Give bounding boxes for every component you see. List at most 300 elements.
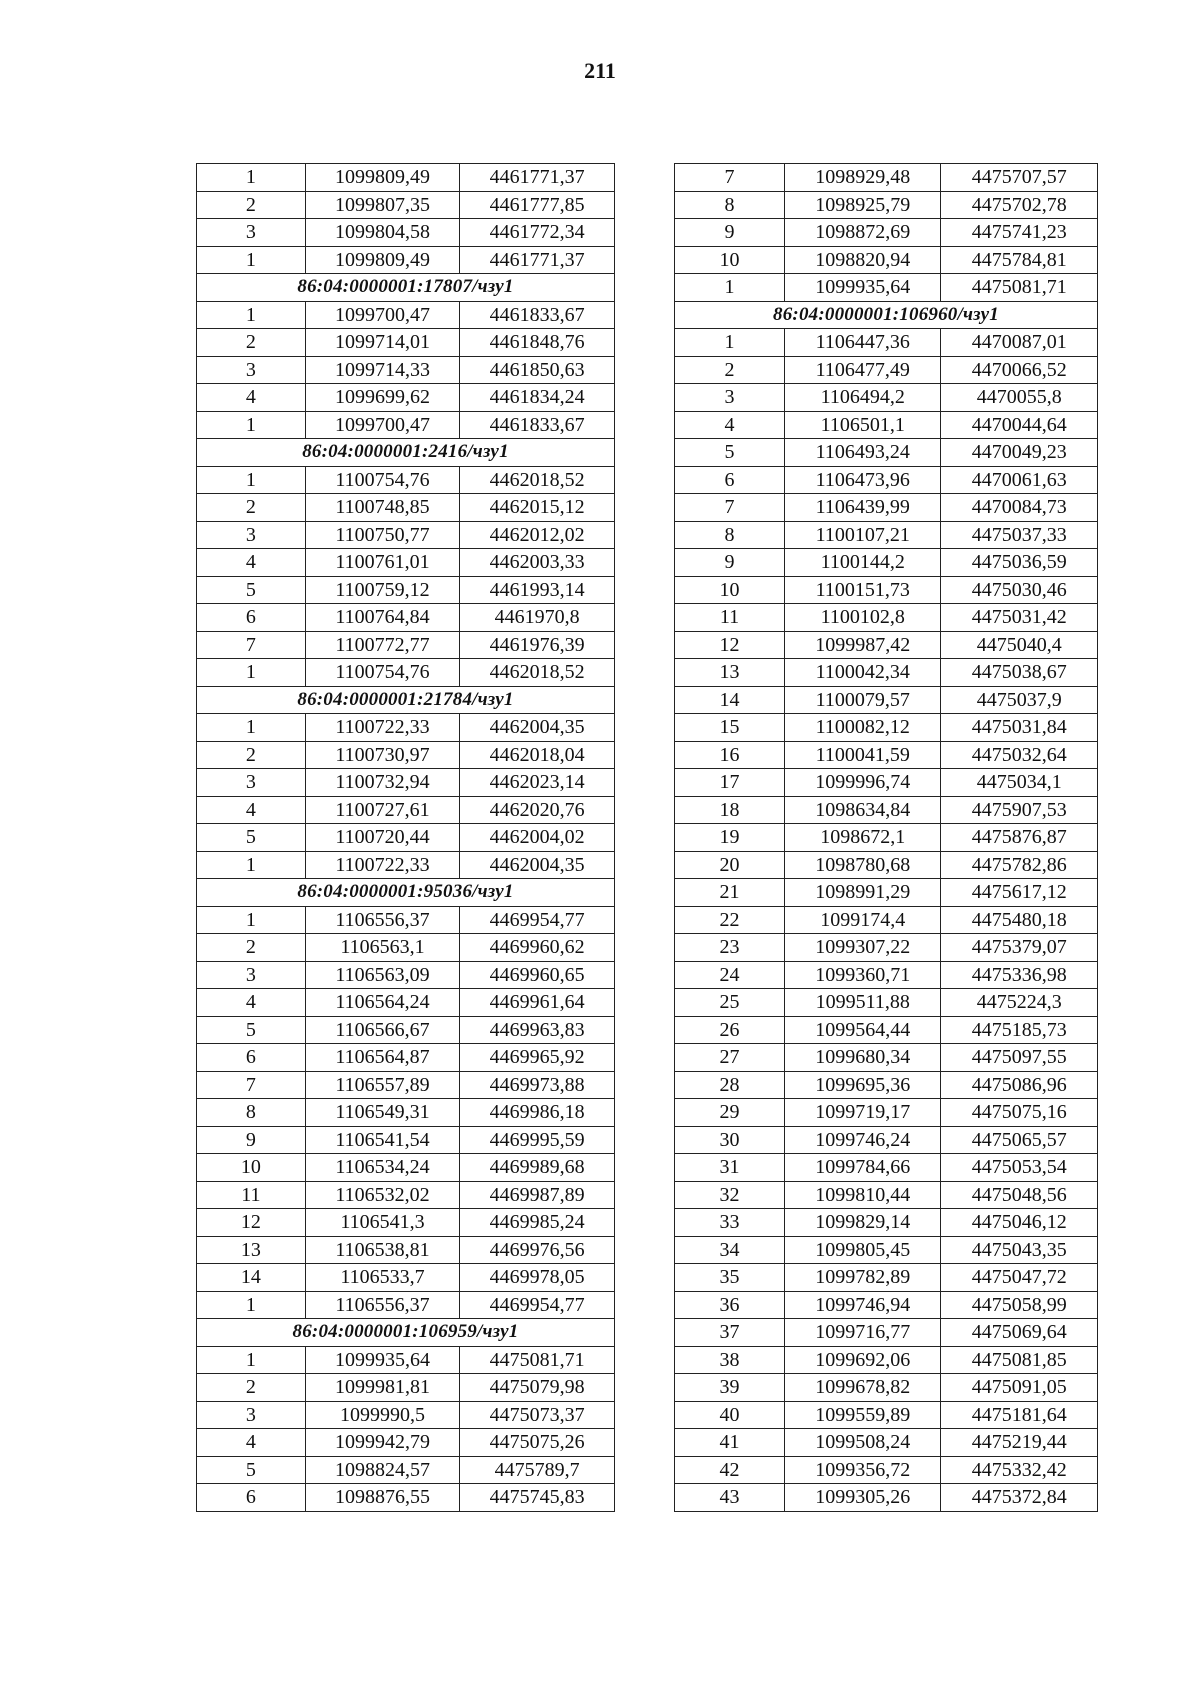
- point-number-cell: 26: [675, 1016, 785, 1044]
- x-coordinate-cell: 1100042,34: [784, 659, 941, 687]
- y-coordinate-cell: 4475038,67: [941, 659, 1098, 687]
- y-coordinate-cell: 4462018,52: [460, 659, 615, 687]
- table-row: [197, 1016, 615, 1044]
- point-number-cell: 40: [675, 1401, 785, 1429]
- y-coordinate-cell: 4461848,76: [460, 329, 615, 357]
- point-number-cell: 6: [197, 604, 306, 632]
- table-row: [675, 329, 1098, 357]
- point-number-cell: 33: [675, 1209, 785, 1237]
- coordinates-table-right: [674, 163, 1098, 1512]
- y-coordinate-cell: 4475745,83: [460, 1484, 615, 1512]
- y-coordinate-cell: 4462004,35: [460, 851, 615, 879]
- point-number-cell: 3: [197, 356, 306, 384]
- point-number-cell: 8: [197, 1099, 306, 1127]
- y-coordinate-cell: 4475224,3: [941, 989, 1098, 1017]
- x-coordinate-cell: 1100102,8: [784, 604, 941, 632]
- y-coordinate-cell: 4475075,16: [941, 1099, 1098, 1127]
- point-number-cell: 14: [675, 686, 785, 714]
- x-coordinate-cell: 1100750,77: [305, 521, 460, 549]
- y-coordinate-cell: 4469961,64: [460, 989, 615, 1017]
- y-coordinate-cell: 4461833,67: [460, 411, 615, 439]
- table-row: [675, 851, 1098, 879]
- table-row: [197, 521, 615, 549]
- point-number-cell: 2: [197, 191, 306, 219]
- table-row: [197, 1154, 615, 1182]
- x-coordinate-cell: 1099804,58: [305, 219, 460, 247]
- table-row: [675, 164, 1098, 192]
- parcel-header-row: [675, 301, 1098, 329]
- x-coordinate-cell: 1098991,29: [784, 879, 941, 907]
- point-number-cell: 20: [675, 851, 785, 879]
- x-coordinate-cell: 1100761,01: [305, 549, 460, 577]
- point-number-cell: 11: [675, 604, 785, 632]
- point-number-cell: 35: [675, 1264, 785, 1292]
- y-coordinate-cell: 4475091,05: [941, 1374, 1098, 1402]
- x-coordinate-cell: 1100041,59: [784, 741, 941, 769]
- table-row: [675, 1016, 1098, 1044]
- point-number-cell: 27: [675, 1044, 785, 1072]
- x-coordinate-cell: 1099305,26: [784, 1484, 941, 1512]
- y-coordinate-cell: 4475030,46: [941, 576, 1098, 604]
- point-number-cell: 23: [675, 934, 785, 962]
- x-coordinate-cell: 1106563,09: [305, 961, 460, 989]
- x-coordinate-cell: 1106534,24: [305, 1154, 460, 1182]
- y-coordinate-cell: 4469954,77: [460, 906, 615, 934]
- table-row: [197, 1291, 615, 1319]
- x-coordinate-cell: 1106563,1: [305, 934, 460, 962]
- point-number-cell: 1: [197, 301, 306, 329]
- x-coordinate-cell: 1106493,24: [784, 439, 941, 467]
- point-number-cell: 11: [197, 1181, 306, 1209]
- point-number-cell: 3: [197, 1401, 306, 1429]
- x-coordinate-cell: 1099695,36: [784, 1071, 941, 1099]
- y-coordinate-cell: 4475075,26: [460, 1429, 615, 1457]
- y-coordinate-cell: 4469986,18: [460, 1099, 615, 1127]
- x-coordinate-cell: 1100754,76: [305, 659, 460, 687]
- point-number-cell: 3: [197, 521, 306, 549]
- y-coordinate-cell: 4469985,24: [460, 1209, 615, 1237]
- x-coordinate-cell: 1099935,64: [305, 1346, 460, 1374]
- y-coordinate-cell: 4462004,02: [460, 824, 615, 852]
- y-coordinate-cell: 4461772,34: [460, 219, 615, 247]
- x-coordinate-cell: 1100748,85: [305, 494, 460, 522]
- y-coordinate-cell: 4469995,59: [460, 1126, 615, 1154]
- x-coordinate-cell: 1106556,37: [305, 1291, 460, 1319]
- point-number-cell: 15: [675, 714, 785, 742]
- point-number-cell: 21: [675, 879, 785, 907]
- table-row: [197, 1236, 615, 1264]
- y-coordinate-cell: 4475081,71: [941, 274, 1098, 302]
- x-coordinate-cell: 1099360,71: [784, 961, 941, 989]
- x-coordinate-cell: 1099559,89: [784, 1401, 941, 1429]
- x-coordinate-cell: 1099810,44: [784, 1181, 941, 1209]
- point-number-cell: 28: [675, 1071, 785, 1099]
- x-coordinate-cell: 1100144,2: [784, 549, 941, 577]
- table-row: [675, 1291, 1098, 1319]
- table-row: [197, 494, 615, 522]
- table-row: [675, 466, 1098, 494]
- point-number-cell: 1: [197, 1291, 306, 1319]
- point-number-cell: 14: [197, 1264, 306, 1292]
- x-coordinate-cell: 1099678,82: [784, 1374, 941, 1402]
- point-number-cell: 7: [675, 494, 785, 522]
- point-number-cell: 1: [197, 164, 306, 192]
- x-coordinate-cell: 1106557,89: [305, 1071, 460, 1099]
- y-coordinate-cell: 4470087,01: [941, 329, 1098, 357]
- x-coordinate-cell: 1099700,47: [305, 301, 460, 329]
- point-number-cell: 1: [197, 659, 306, 687]
- point-number-cell: 34: [675, 1236, 785, 1264]
- y-coordinate-cell: 4475181,64: [941, 1401, 1098, 1429]
- table-row: [675, 1319, 1098, 1347]
- point-number-cell: 1: [197, 411, 306, 439]
- table-row: [675, 906, 1098, 934]
- y-coordinate-cell: 4475065,57: [941, 1126, 1098, 1154]
- table-row: [675, 1374, 1098, 1402]
- y-coordinate-cell: 4462023,14: [460, 769, 615, 797]
- y-coordinate-cell: 4475907,53: [941, 796, 1098, 824]
- y-coordinate-cell: 4475040,4: [941, 631, 1098, 659]
- table-row: [675, 1484, 1098, 1512]
- point-number-cell: 4: [197, 1429, 306, 1457]
- y-coordinate-cell: 4461993,14: [460, 576, 615, 604]
- table-row: [675, 1099, 1098, 1127]
- point-number-cell: 3: [197, 219, 306, 247]
- x-coordinate-cell: 1106549,31: [305, 1099, 460, 1127]
- point-number-cell: 6: [197, 1044, 306, 1072]
- y-coordinate-cell: 4470044,64: [941, 411, 1098, 439]
- x-coordinate-cell: 1106556,37: [305, 906, 460, 934]
- table-row: [197, 1346, 615, 1374]
- point-number-cell: 7: [675, 164, 785, 192]
- y-coordinate-cell: 4475081,85: [941, 1346, 1098, 1374]
- y-coordinate-cell: 4475048,56: [941, 1181, 1098, 1209]
- y-coordinate-cell: 4462020,76: [460, 796, 615, 824]
- table-row: [197, 1429, 615, 1457]
- x-coordinate-cell: 1099700,47: [305, 411, 460, 439]
- table-row: [675, 659, 1098, 687]
- table-row: [197, 1401, 615, 1429]
- point-number-cell: 12: [675, 631, 785, 659]
- point-number-cell: 5: [675, 439, 785, 467]
- x-coordinate-cell: 1100732,94: [305, 769, 460, 797]
- point-number-cell: 2: [197, 329, 306, 357]
- point-number-cell: 1: [197, 246, 306, 274]
- table-row: [675, 219, 1098, 247]
- x-coordinate-cell: 1106533,7: [305, 1264, 460, 1292]
- x-coordinate-cell: 1099356,72: [784, 1456, 941, 1484]
- x-coordinate-cell: 1106494,2: [784, 384, 941, 412]
- x-coordinate-cell: 1106566,67: [305, 1016, 460, 1044]
- table-row: [197, 164, 615, 192]
- table-row: [197, 329, 615, 357]
- y-coordinate-cell: 4475069,64: [941, 1319, 1098, 1347]
- x-coordinate-cell: 1098672,1: [784, 824, 941, 852]
- x-coordinate-cell: 1099719,17: [784, 1099, 941, 1127]
- point-number-cell: 7: [197, 631, 306, 659]
- table-row: [675, 961, 1098, 989]
- x-coordinate-cell: 1099809,49: [305, 246, 460, 274]
- y-coordinate-cell: 4475336,98: [941, 961, 1098, 989]
- point-number-cell: 30: [675, 1126, 785, 1154]
- table-row: [675, 1209, 1098, 1237]
- table-row: [675, 521, 1098, 549]
- y-coordinate-cell: 4470055,8: [941, 384, 1098, 412]
- point-number-cell: 1: [197, 906, 306, 934]
- x-coordinate-cell: 1099805,45: [784, 1236, 941, 1264]
- table-row: [675, 439, 1098, 467]
- y-coordinate-cell: 4475043,35: [941, 1236, 1098, 1264]
- point-number-cell: 41: [675, 1429, 785, 1457]
- table-row: [197, 1044, 615, 1072]
- y-coordinate-cell: 4469954,77: [460, 1291, 615, 1319]
- page-number: 211: [584, 58, 616, 83]
- x-coordinate-cell: 1099996,74: [784, 769, 941, 797]
- y-coordinate-cell: 4475086,96: [941, 1071, 1098, 1099]
- x-coordinate-cell: 1106501,1: [784, 411, 941, 439]
- table-row: [197, 741, 615, 769]
- table-row: [675, 741, 1098, 769]
- x-coordinate-cell: 1099782,89: [784, 1264, 941, 1292]
- y-coordinate-cell: 4475081,71: [460, 1346, 615, 1374]
- y-coordinate-cell: 4475037,33: [941, 521, 1098, 549]
- parcel-cadastral-number: 86:04:0000001:106960/чзу1: [675, 301, 1098, 329]
- x-coordinate-cell: 1106541,54: [305, 1126, 460, 1154]
- y-coordinate-cell: 4470066,52: [941, 356, 1098, 384]
- table-row: [197, 1264, 615, 1292]
- point-number-cell: 38: [675, 1346, 785, 1374]
- y-coordinate-cell: 4475617,12: [941, 879, 1098, 907]
- table-row: [675, 1044, 1098, 1072]
- point-number-cell: 16: [675, 741, 785, 769]
- x-coordinate-cell: 1099942,79: [305, 1429, 460, 1457]
- x-coordinate-cell: 1098876,55: [305, 1484, 460, 1512]
- table-row: [197, 961, 615, 989]
- point-number-cell: 13: [675, 659, 785, 687]
- table-row: [197, 989, 615, 1017]
- table-row: [197, 1126, 615, 1154]
- point-number-cell: 25: [675, 989, 785, 1017]
- table-row: [675, 824, 1098, 852]
- x-coordinate-cell: 1098780,68: [784, 851, 941, 879]
- point-number-cell: 9: [675, 549, 785, 577]
- y-coordinate-cell: 4475782,86: [941, 851, 1098, 879]
- parcel-header-row: [197, 274, 615, 302]
- x-coordinate-cell: 1106473,96: [784, 466, 941, 494]
- point-number-cell: 1: [197, 851, 306, 879]
- x-coordinate-cell: 1100759,12: [305, 576, 460, 604]
- x-coordinate-cell: 1100764,84: [305, 604, 460, 632]
- x-coordinate-cell: 1099807,35: [305, 191, 460, 219]
- point-number-cell: 1: [197, 466, 306, 494]
- point-number-cell: 4: [197, 549, 306, 577]
- table-row: [675, 1154, 1098, 1182]
- x-coordinate-cell: 1099508,24: [784, 1429, 941, 1457]
- y-coordinate-cell: 4475047,72: [941, 1264, 1098, 1292]
- y-coordinate-cell: 4461771,37: [460, 164, 615, 192]
- table-row: [197, 219, 615, 247]
- point-number-cell: 42: [675, 1456, 785, 1484]
- point-number-cell: 2: [197, 494, 306, 522]
- x-coordinate-cell: 1100079,57: [784, 686, 941, 714]
- point-number-cell: 5: [197, 1456, 306, 1484]
- parcel-header-row: [197, 1319, 615, 1347]
- x-coordinate-cell: 1099714,01: [305, 329, 460, 357]
- x-coordinate-cell: 1099935,64: [784, 274, 941, 302]
- table-row: [675, 989, 1098, 1017]
- x-coordinate-cell: 1099699,62: [305, 384, 460, 412]
- point-number-cell: 4: [197, 796, 306, 824]
- y-coordinate-cell: 4475053,54: [941, 1154, 1098, 1182]
- parcel-header-row: [197, 686, 615, 714]
- point-number-cell: 37: [675, 1319, 785, 1347]
- table-row: [675, 769, 1098, 797]
- table-row: [675, 411, 1098, 439]
- x-coordinate-cell: 1100082,12: [784, 714, 941, 742]
- y-coordinate-cell: 4475046,12: [941, 1209, 1098, 1237]
- table-row: [197, 1484, 615, 1512]
- table-row: [675, 686, 1098, 714]
- y-coordinate-cell: 4461850,63: [460, 356, 615, 384]
- point-number-cell: 1: [675, 274, 785, 302]
- x-coordinate-cell: 1106564,24: [305, 989, 460, 1017]
- parcel-cadastral-number: 86:04:0000001:17807/чзу1: [197, 274, 615, 302]
- point-number-cell: 8: [675, 191, 785, 219]
- x-coordinate-cell: 1100727,61: [305, 796, 460, 824]
- table-row: [675, 934, 1098, 962]
- y-coordinate-cell: 4475079,98: [460, 1374, 615, 1402]
- y-coordinate-cell: 4475037,9: [941, 686, 1098, 714]
- table-row: [675, 384, 1098, 412]
- point-number-cell: 7: [197, 1071, 306, 1099]
- point-number-cell: 8: [675, 521, 785, 549]
- point-number-cell: 29: [675, 1099, 785, 1127]
- point-number-cell: 17: [675, 769, 785, 797]
- point-number-cell: 4: [675, 411, 785, 439]
- x-coordinate-cell: 1100720,44: [305, 824, 460, 852]
- y-coordinate-cell: 4462015,12: [460, 494, 615, 522]
- y-coordinate-cell: 4469960,65: [460, 961, 615, 989]
- y-coordinate-cell: 4475034,1: [941, 769, 1098, 797]
- y-coordinate-cell: 4469987,89: [460, 1181, 615, 1209]
- y-coordinate-cell: 4462018,52: [460, 466, 615, 494]
- x-coordinate-cell: 1100151,73: [784, 576, 941, 604]
- y-coordinate-cell: 4475097,55: [941, 1044, 1098, 1072]
- x-coordinate-cell: 1098634,84: [784, 796, 941, 824]
- parcel-cadastral-number: 86:04:0000001:106959/чзу1: [197, 1319, 615, 1347]
- table-row: [675, 1264, 1098, 1292]
- table-row: [675, 796, 1098, 824]
- y-coordinate-cell: 4475480,18: [941, 906, 1098, 934]
- y-coordinate-cell: 4470049,23: [941, 439, 1098, 467]
- point-number-cell: 18: [675, 796, 785, 824]
- point-number-cell: 5: [197, 576, 306, 604]
- y-coordinate-cell: 4475031,42: [941, 604, 1098, 632]
- x-coordinate-cell: 1098929,48: [784, 164, 941, 192]
- x-coordinate-cell: 1106447,36: [784, 329, 941, 357]
- x-coordinate-cell: 1099714,33: [305, 356, 460, 384]
- y-coordinate-cell: 4475032,64: [941, 741, 1098, 769]
- table-row: [197, 824, 615, 852]
- y-coordinate-cell: 4462012,02: [460, 521, 615, 549]
- table-row: [675, 1456, 1098, 1484]
- x-coordinate-cell: 1106564,87: [305, 1044, 460, 1072]
- y-coordinate-cell: 4475707,57: [941, 164, 1098, 192]
- coordinates-table-left: [196, 163, 615, 1512]
- table-row: [197, 549, 615, 577]
- table-row: [675, 1429, 1098, 1457]
- y-coordinate-cell: 4461833,67: [460, 301, 615, 329]
- table-row: [675, 1126, 1098, 1154]
- x-coordinate-cell: 1099692,06: [784, 1346, 941, 1374]
- table-row: [197, 1209, 615, 1237]
- y-coordinate-cell: 4475379,07: [941, 934, 1098, 962]
- table-row: [197, 1374, 615, 1402]
- table-row: [197, 411, 615, 439]
- point-number-cell: 4: [197, 384, 306, 412]
- x-coordinate-cell: 1100722,33: [305, 714, 460, 742]
- x-coordinate-cell: 1099809,49: [305, 164, 460, 192]
- point-number-cell: 2: [197, 741, 306, 769]
- point-number-cell: 9: [675, 219, 785, 247]
- table-row: [675, 1346, 1098, 1374]
- table-row: [197, 796, 615, 824]
- table-row: [675, 576, 1098, 604]
- x-coordinate-cell: 1099307,22: [784, 934, 941, 962]
- point-number-cell: 1: [197, 1346, 306, 1374]
- table-row: [197, 604, 615, 632]
- x-coordinate-cell: 1098872,69: [784, 219, 941, 247]
- y-coordinate-cell: 4470084,73: [941, 494, 1098, 522]
- table-row: [197, 576, 615, 604]
- table-row: [197, 906, 615, 934]
- point-number-cell: 4: [197, 989, 306, 1017]
- table-row: [197, 246, 615, 274]
- point-number-cell: 10: [675, 246, 785, 274]
- x-coordinate-cell: 1100730,97: [305, 741, 460, 769]
- point-number-cell: 10: [197, 1154, 306, 1182]
- x-coordinate-cell: 1100772,77: [305, 631, 460, 659]
- y-coordinate-cell: 4469960,62: [460, 934, 615, 962]
- point-number-cell: 12: [197, 1209, 306, 1237]
- y-coordinate-cell: 4462003,33: [460, 549, 615, 577]
- parcel-cadastral-number: 86:04:0000001:95036/чзу1: [197, 879, 615, 907]
- table-row: [675, 1236, 1098, 1264]
- x-coordinate-cell: 1106538,81: [305, 1236, 460, 1264]
- y-coordinate-cell: 4469963,83: [460, 1016, 615, 1044]
- y-coordinate-cell: 4469965,92: [460, 1044, 615, 1072]
- y-coordinate-cell: 4475789,7: [460, 1456, 615, 1484]
- y-coordinate-cell: 4469973,88: [460, 1071, 615, 1099]
- point-number-cell: 3: [197, 961, 306, 989]
- table-row: [675, 191, 1098, 219]
- y-coordinate-cell: 4462018,04: [460, 741, 615, 769]
- table-row: [197, 1099, 615, 1127]
- x-coordinate-cell: 1099829,14: [784, 1209, 941, 1237]
- table-row: [675, 274, 1098, 302]
- table-row: [197, 934, 615, 962]
- x-coordinate-cell: 1099564,44: [784, 1016, 941, 1044]
- point-number-cell: 36: [675, 1291, 785, 1319]
- point-number-cell: 24: [675, 961, 785, 989]
- y-coordinate-cell: 4475058,99: [941, 1291, 1098, 1319]
- point-number-cell: 1: [197, 714, 306, 742]
- x-coordinate-cell: 1098925,79: [784, 191, 941, 219]
- x-coordinate-cell: 1099511,88: [784, 989, 941, 1017]
- x-coordinate-cell: 1099746,94: [784, 1291, 941, 1319]
- point-number-cell: 5: [197, 824, 306, 852]
- table-row: [675, 1401, 1098, 1429]
